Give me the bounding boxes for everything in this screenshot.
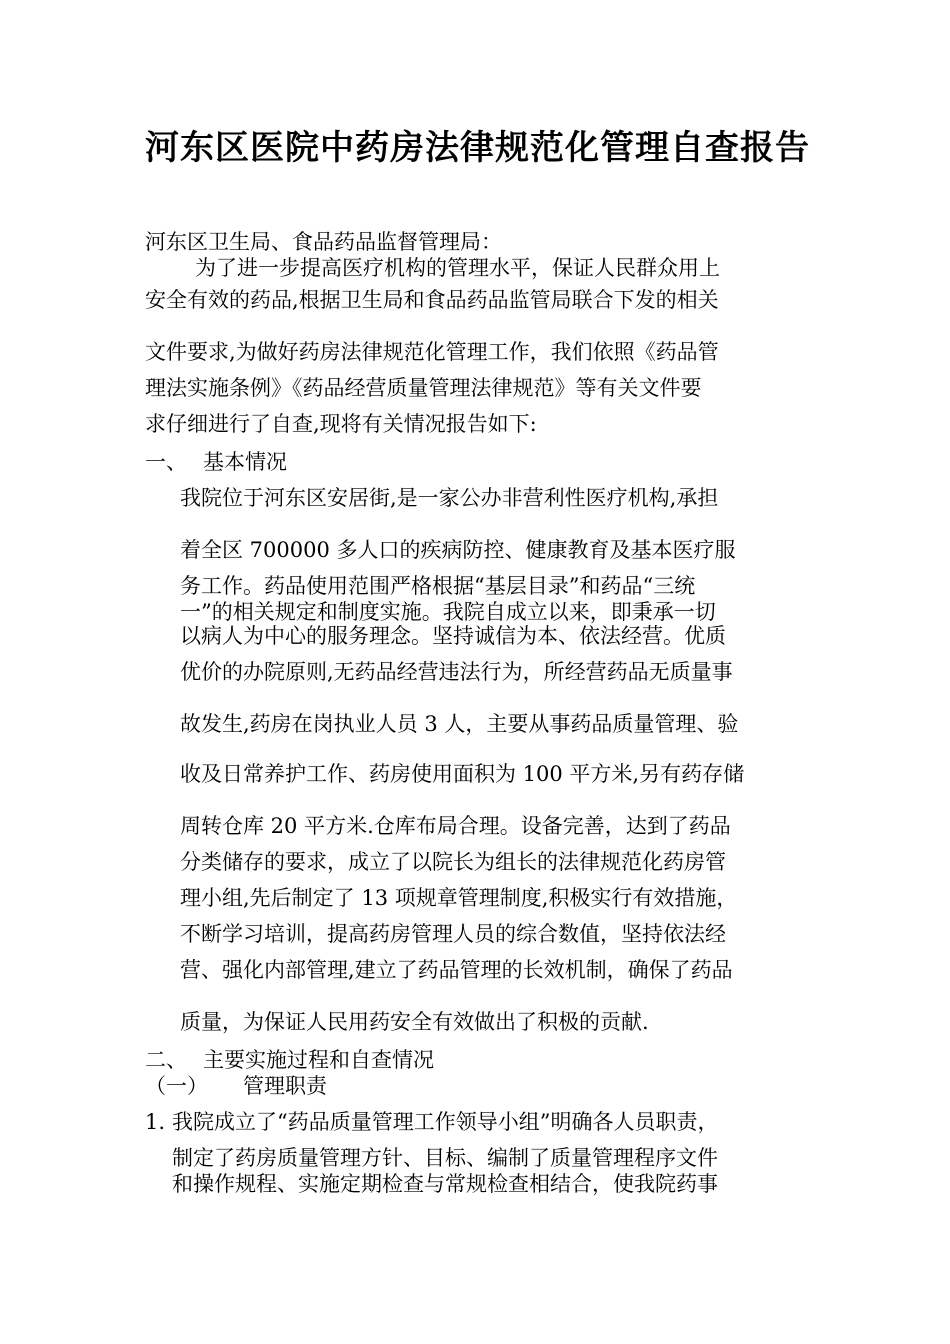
section-title: 基本情况: [203, 450, 287, 474]
intro-line: 文件要求,为做好药房法律规范化管理工作，我们依照《药品管: [145, 340, 719, 364]
section-number: 二、: [145, 1048, 187, 1072]
body-line: 不断学习培训，提高药房管理人员的综合数值，坚持依法经: [180, 922, 726, 946]
body-line: 务工作。药品使用范围严格根据“基层目录”和药品“三统: [180, 574, 696, 598]
body-line: 收及日常养护工作、药房使用面积为 100 平方米,另有药存储: [180, 762, 745, 786]
body-line: 营、强化内部管理,建立了药品管理的长效机制，确保了药品: [180, 958, 733, 982]
body-line: 以病人为中心的服务理念。坚持诚信为本、依法经营。优质: [180, 624, 726, 648]
subsection-title: 管理职责: [243, 1074, 327, 1098]
list-item-number: 1.: [145, 1110, 166, 1134]
body-line: 故发生,药房在岗执业人员 3 人，主要从事药品质量管理、验: [180, 712, 739, 736]
body-line: 质量，为保证人民用药安全有效做出了积极的贡献.: [180, 1010, 649, 1034]
list-item-line: 我院成立了“药品质量管理工作领导小组”明确各人员职责，: [172, 1110, 719, 1134]
body-line: 理小组,先后制定了 13 项规章管理制度,积极实行有效措施，: [180, 886, 738, 910]
section-heading-process: [145, 1046, 434, 1074]
intro-line: 理法实施条例》《药品经营质量管理法律规范》等有关文件要: [145, 376, 702, 400]
intro-line: 为了进一步提高医疗机构的管理水平，保证人民群众用上: [195, 256, 720, 280]
body-line: 着全区 700000 多人口的疾病防控、健康教育及基本医疗服: [180, 538, 736, 562]
body-line: 我院位于河东区安居街,是一家公办非营利性医疗机构,承担: [180, 486, 719, 510]
intro-line: 安全有效的药品,根据卫生局和食品药品监管局联合下发的相关: [145, 288, 719, 312]
document-title: 河东区医院中药房法律规范化管理自查报告: [145, 128, 810, 168]
body-line: 分类储存的要求，成立了以院长为组长的法律规范化药房管: [180, 850, 726, 874]
body-line: 周转仓库 20 平方米.仓库布局合理。设备完善，达到了药品: [180, 814, 731, 838]
list-item-line: 和操作规程、实施定期检查与常规检查相结合，使我院药事: [172, 1172, 718, 1196]
intro-line: 求仔细进行了自查,现将有关情况报告如下:: [145, 412, 537, 436]
body-line: 优价的办院原则,无药品经营违法行为，所经营药品无质量事: [180, 660, 733, 684]
body-line: 一”的相关规定和制度实施。我院自成立以来，即秉承一切: [180, 600, 716, 624]
section-number: 一、: [145, 450, 187, 474]
section-heading-basic: [145, 448, 287, 476]
section-title: 主要实施过程和自查情况: [203, 1048, 434, 1072]
subsection-number: （一）: [145, 1074, 208, 1098]
subsection-heading-management: [145, 1072, 327, 1100]
salutation: 河东区卫生局、食品药品监督管理局：: [145, 230, 502, 254]
list-item-line: 制定了药房质量管理方针、目标、编制了质量管理程序文件: [172, 1146, 718, 1170]
